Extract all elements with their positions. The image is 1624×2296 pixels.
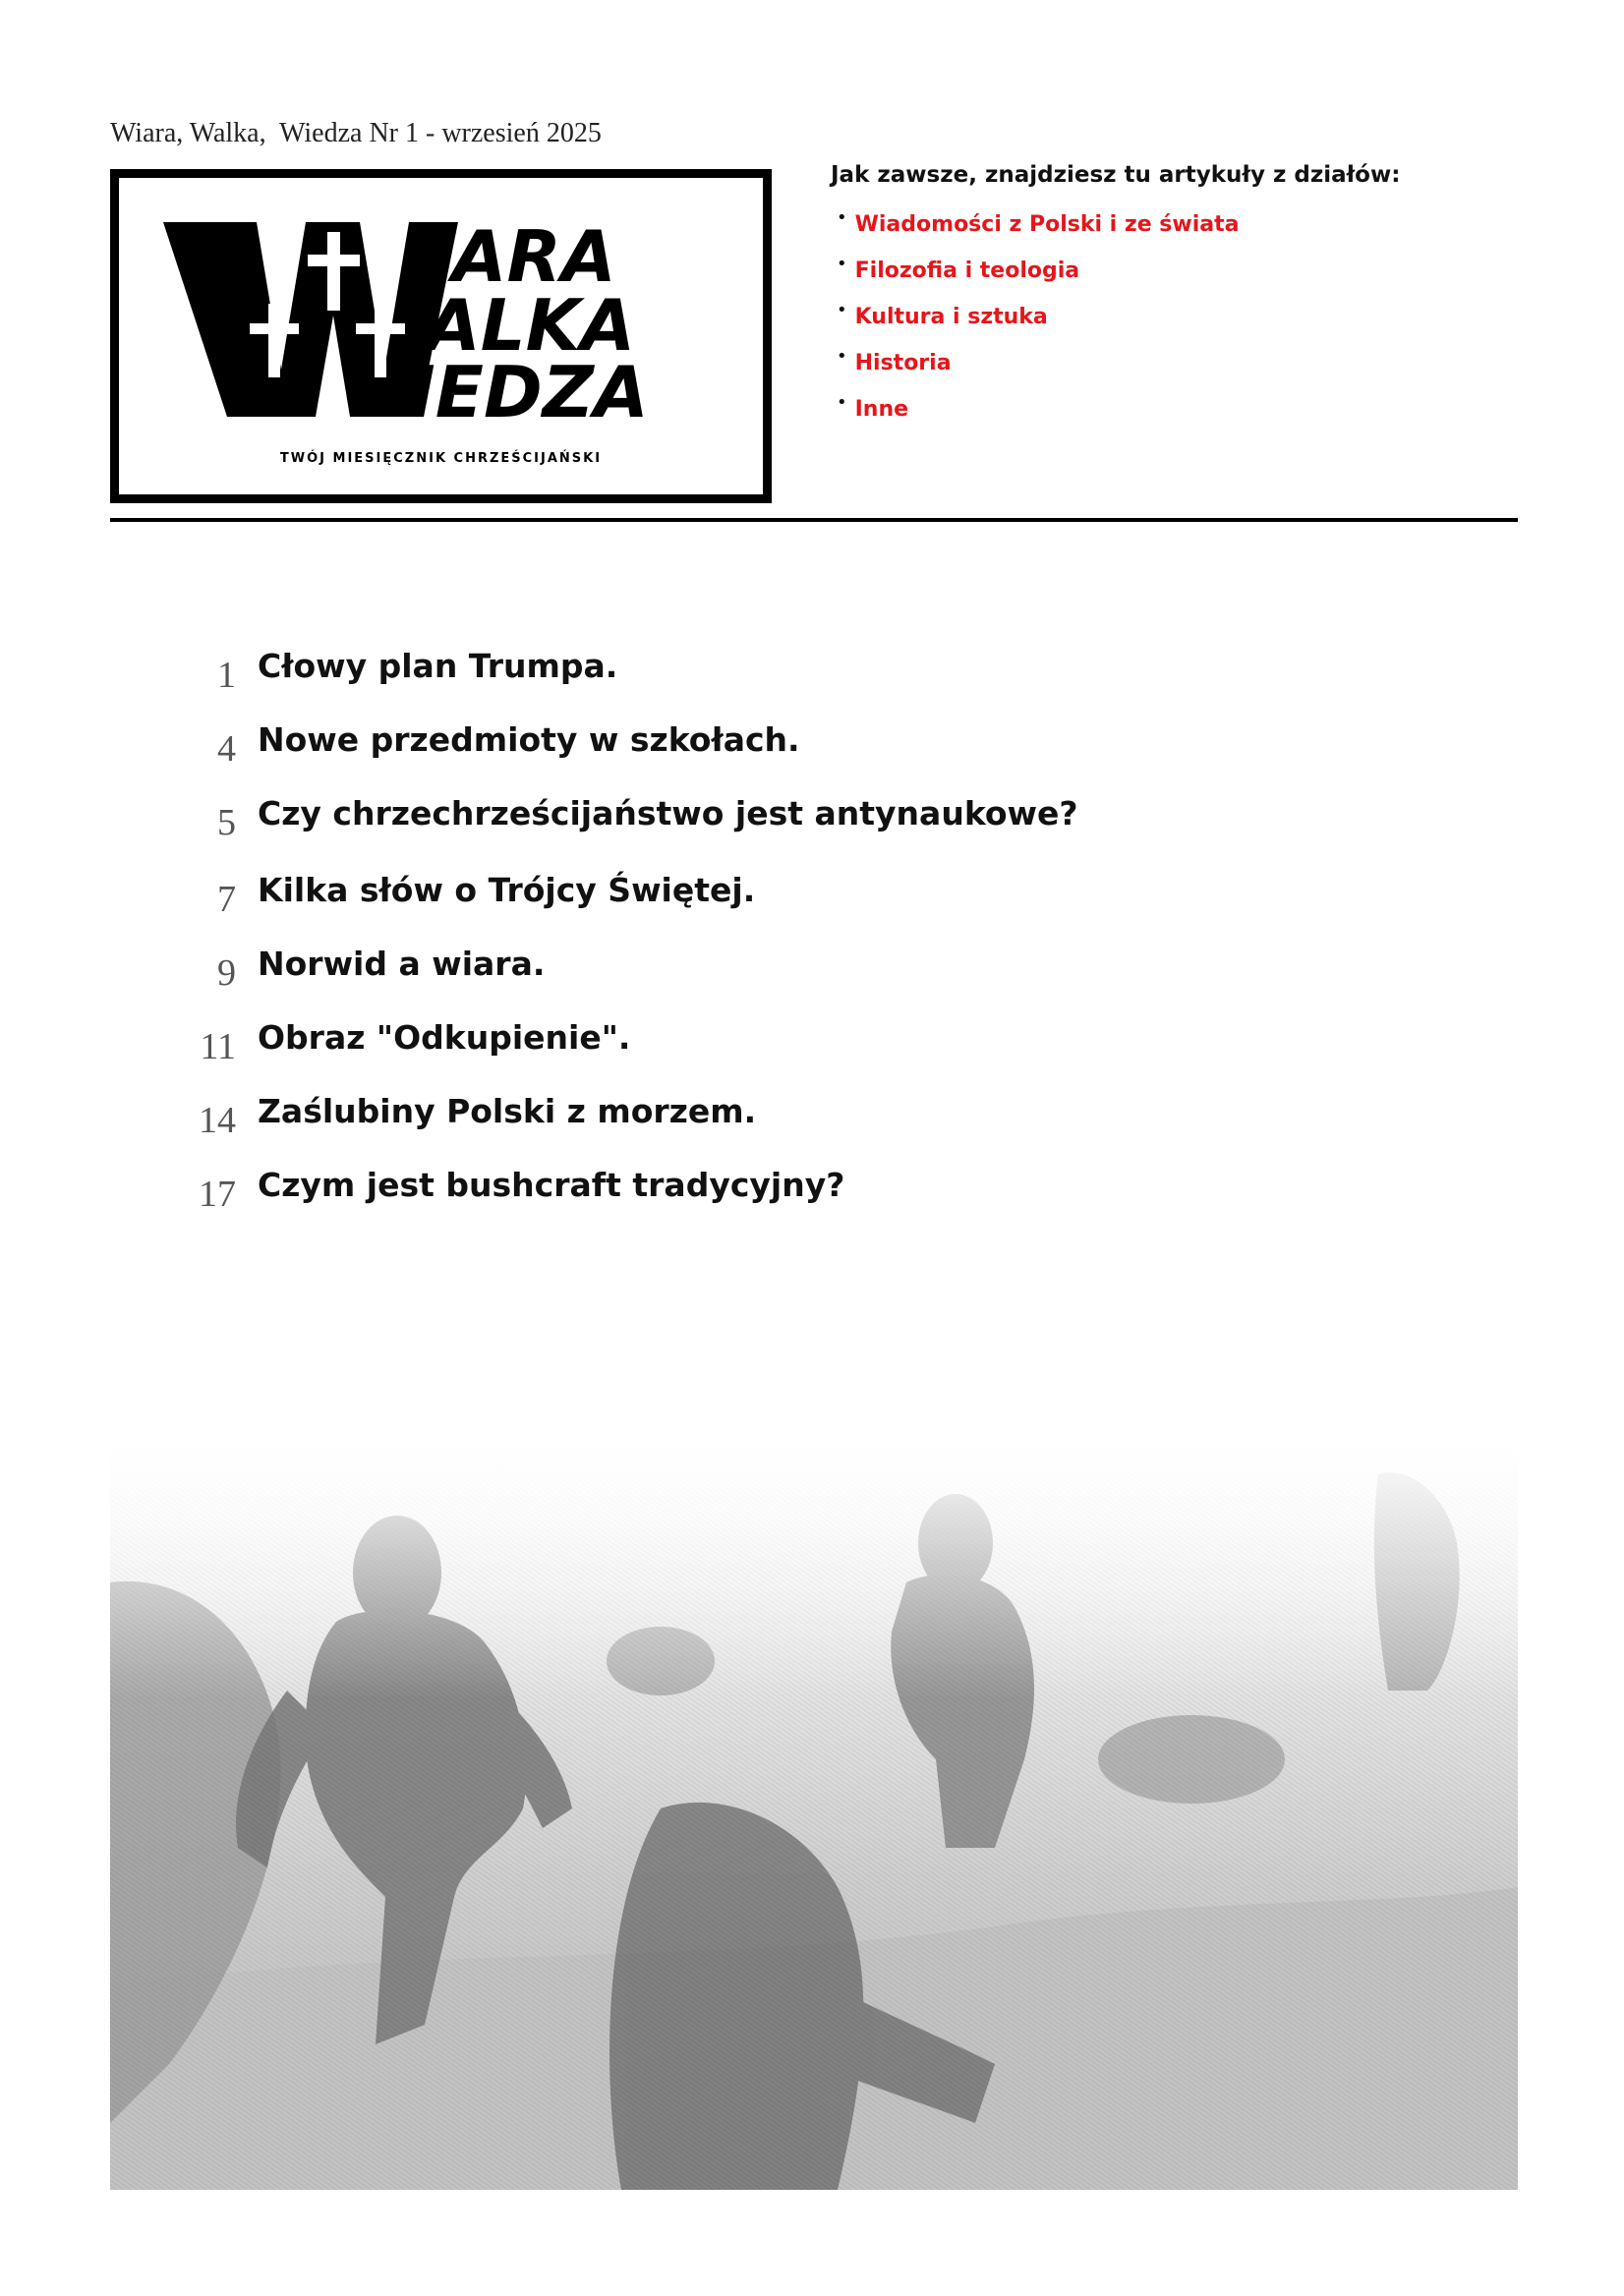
header-divider: [110, 518, 1518, 522]
logo-crosses: [250, 232, 405, 377]
toc-page-number: 4: [217, 728, 236, 770]
section-label: Inne: [854, 397, 909, 422]
toc-title: Zaślubiny Polski z morzem.: [258, 1092, 757, 1130]
toc-page-number: 1: [217, 655, 236, 696]
toc-entry[interactable]: [147, 942, 546, 994]
logo-line2: ALKA: [426, 284, 636, 367]
logo-graphic: [119, 178, 763, 494]
battle-scene-photo: [110, 1435, 1518, 2190]
toc-title: Czy chrzechrześcijaństwo jest antynaukowe?: [258, 794, 1078, 832]
toc-page-number: 17: [199, 1174, 236, 1215]
bullet-icon: •: [837, 207, 847, 228]
toc-page-number: 9: [217, 952, 236, 994]
toc-page-number: 11: [200, 1026, 236, 1067]
battle-scene-illustration: [110, 1435, 1518, 2190]
toc-title: Norwid a wiara.: [258, 945, 546, 983]
section-item[interactable]: [837, 386, 1519, 432]
toc-entry[interactable]: [147, 718, 800, 770]
bullet-icon: •: [837, 392, 847, 413]
section-label: Historia: [854, 351, 952, 375]
toc-entry[interactable]: [147, 1089, 757, 1141]
issue-line: Wiara, Walka, Wiedza Nr 1 - wrzesień 2025: [110, 118, 602, 148]
section-label: Filozofia i teologia: [854, 258, 1080, 283]
section-item[interactable]: [837, 294, 1519, 340]
toc-title: Cłowy plan Trumpa.: [258, 647, 618, 685]
section-label: Wiadomości z Polski i ze świata: [854, 212, 1240, 237]
bullet-icon: •: [837, 346, 847, 367]
section-list: [831, 201, 1519, 432]
section-item[interactable]: [837, 248, 1519, 294]
toc-page-number: 7: [217, 879, 236, 920]
toc-title: Obraz "Odkupienie".: [258, 1018, 631, 1057]
toc-entry[interactable]: [147, 644, 618, 696]
section-item[interactable]: [837, 340, 1519, 386]
logo-tagline: TWÓJ MIESIĘCZNIK CHRZEŚCIJAŃSKI: [279, 451, 603, 466]
section-item[interactable]: [837, 201, 1519, 248]
sections-panel: [831, 162, 1519, 432]
toc-entry[interactable]: [147, 1015, 631, 1067]
toc-entry[interactable]: [147, 1163, 845, 1215]
toc-title: Kilka słów o Trójcy Świętej.: [258, 871, 756, 909]
sections-title: Jak zawsze, znajdziesz tu artykuły z działów:: [831, 162, 1401, 188]
toc-entry[interactable]: [147, 791, 1078, 843]
bullet-icon: •: [837, 254, 847, 274]
toc-page-number: 14: [199, 1100, 236, 1141]
toc-title: Czym jest bushcraft tradycyjny?: [258, 1166, 845, 1204]
toc-title: Nowe przedmioty w szkołach.: [258, 720, 800, 759]
section-label: Kultura i sztuka: [854, 305, 1048, 329]
toc-entry[interactable]: [147, 868, 756, 920]
bullet-icon: •: [837, 300, 847, 320]
magazine-logo: [110, 169, 772, 503]
logo-line3: IEDZA: [409, 351, 649, 433]
logo-line1: IARA: [426, 215, 616, 298]
toc-page-number: 5: [217, 802, 236, 843]
